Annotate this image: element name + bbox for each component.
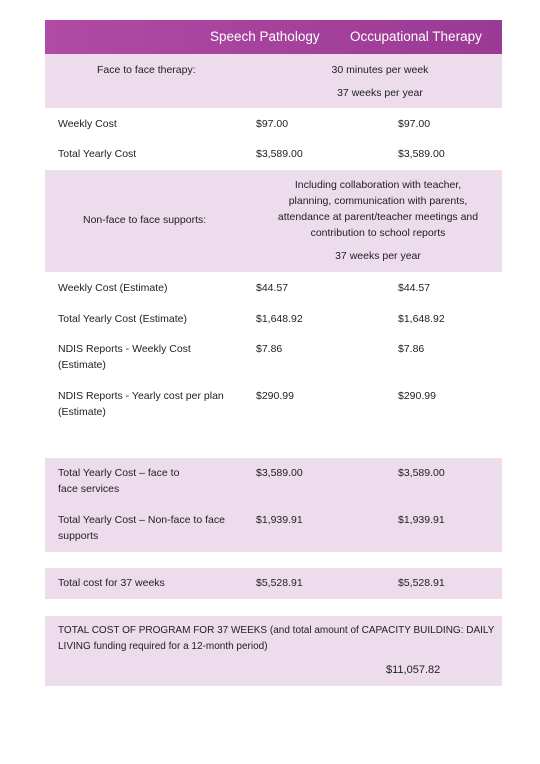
non-face-label: Non-face to face supports: bbox=[83, 214, 207, 226]
total-yearly-cost-ot: $3,589.00 bbox=[398, 148, 445, 160]
program-total-amount: $11,057.82 bbox=[386, 664, 441, 676]
weekly-cost-label: Weekly Cost bbox=[58, 118, 117, 130]
program-total-line1: TOTAL COST OF PROGRAM FOR 37 WEEKS (and total amount of CAPACITY BUILDING: DAILY bbox=[58, 625, 495, 636]
non-face-desc-line4: contribution to school reports bbox=[310, 227, 446, 239]
non-face-weeks: 37 weeks per year bbox=[335, 250, 421, 262]
face-to-face-frequency: 30 minutes per week bbox=[331, 64, 429, 76]
total-yearly-cost-sp: $3,589.00 bbox=[256, 148, 303, 160]
face-to-face-label: Face to face therapy: bbox=[97, 64, 196, 76]
total-37-weeks-sp: $5,528.91 bbox=[256, 577, 303, 589]
weekly-cost-estimate-label: Weekly Cost (Estimate) bbox=[58, 282, 168, 294]
total-yearly-cost-label: Total Yearly Cost bbox=[58, 148, 137, 160]
table-header bbox=[45, 20, 502, 54]
total-37-weeks-ot: $5,528.91 bbox=[398, 577, 445, 589]
face-to-face-weeks: 37 weeks per year bbox=[337, 87, 423, 99]
total-yearly-cost-estimate-sp: $1,648.92 bbox=[256, 313, 303, 325]
weekly-cost-ot: $97.00 bbox=[398, 118, 431, 130]
total-yearly-cost-estimate-label: Total Yearly Cost (Estimate) bbox=[58, 313, 187, 325]
non-face-desc-line1: Including collaboration with teacher, bbox=[294, 179, 462, 191]
summary-face-sp: $3,589.00 bbox=[256, 467, 303, 479]
program-total-line2: LIVING funding required for a 12-month period) bbox=[58, 641, 268, 652]
ndis-yearly-sp: $290.99 bbox=[256, 390, 294, 402]
summary-nonface-ot: $1,939.91 bbox=[398, 514, 445, 526]
ndis-yearly-ot: $290.99 bbox=[398, 390, 436, 402]
summary-face-label-line1: Total Yearly Cost – face to bbox=[58, 467, 180, 479]
summary-nonface-sp: $1,939.91 bbox=[256, 514, 303, 526]
summary-face-ot: $3,589.00 bbox=[398, 467, 445, 479]
ndis-weekly-label-line1: NDIS Reports - Weekly Cost bbox=[58, 343, 191, 355]
total-37-weeks-label: Total cost for 37 weeks bbox=[58, 577, 165, 589]
non-face-desc-line3: attendance at parent/teacher meetings and bbox=[277, 211, 479, 223]
ndis-yearly-label-line2: (Estimate) bbox=[58, 406, 106, 418]
ndis-yearly-label-line1: NDIS Reports - Yearly cost per plan bbox=[58, 390, 224, 402]
header-speech-pathology: Speech Pathology bbox=[210, 29, 320, 44]
non-face-desc-line2: planning, communication with parents, bbox=[288, 195, 468, 207]
summary-nonface-label-line2: supports bbox=[58, 530, 99, 542]
weekly-cost-sp: $97.00 bbox=[256, 118, 289, 130]
weekly-cost-estimate-ot: $44.57 bbox=[398, 282, 431, 294]
ndis-weekly-ot: $7.86 bbox=[398, 343, 425, 355]
summary-face-label-line2: face services bbox=[58, 483, 120, 495]
weekly-cost-estimate-sp: $44.57 bbox=[256, 282, 289, 294]
total-yearly-cost-estimate-ot: $1,648.92 bbox=[398, 313, 445, 325]
summary-nonface-label-line1: Total Yearly Cost – Non-face to face bbox=[58, 514, 225, 526]
ndis-weekly-label-line2: (Estimate) bbox=[58, 359, 106, 371]
header-occupational-therapy: Occupational Therapy bbox=[350, 29, 482, 44]
ndis-weekly-sp: $7.86 bbox=[256, 343, 283, 355]
